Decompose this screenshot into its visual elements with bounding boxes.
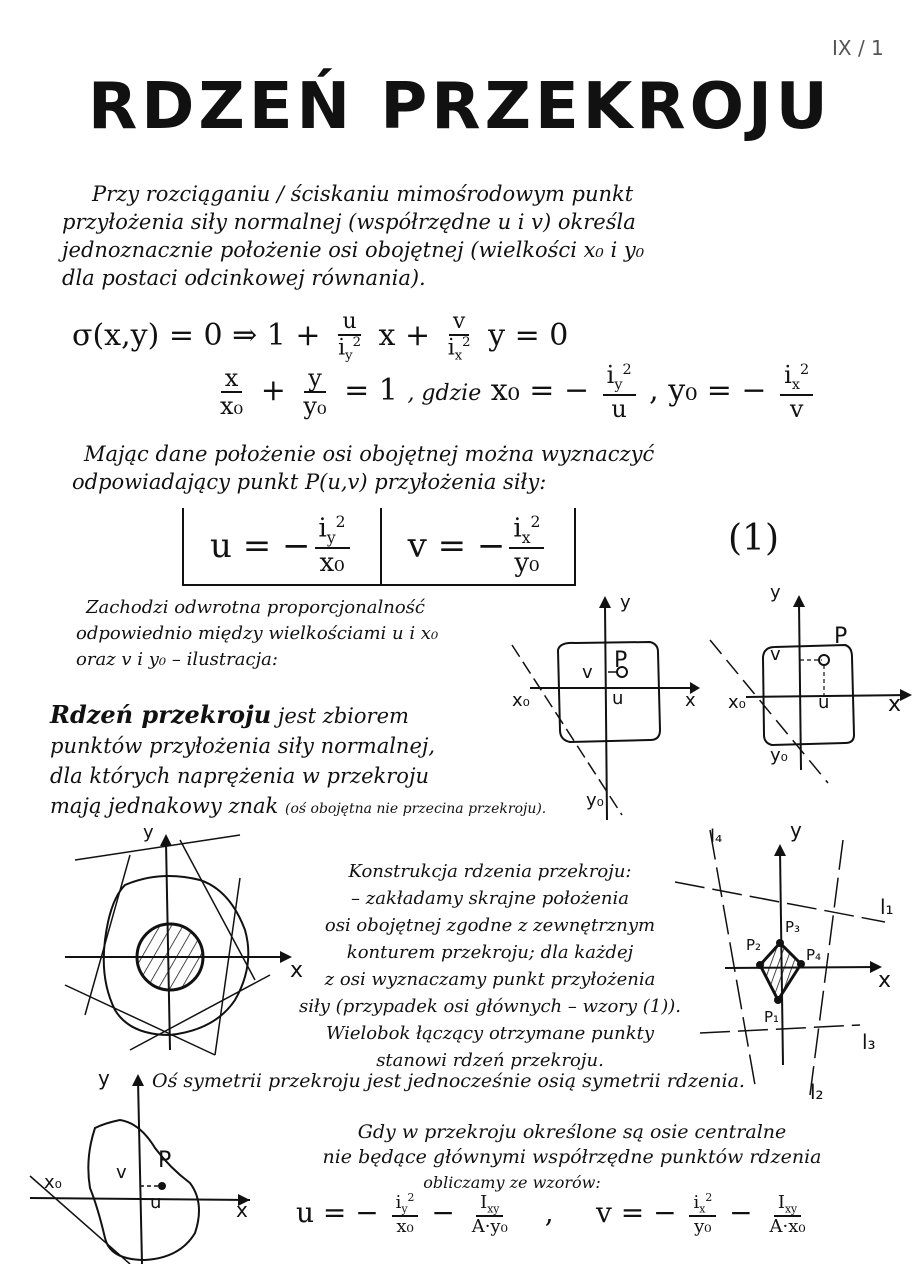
label-u: u (818, 692, 830, 713)
central-axes-formula-u: u = − $\frac{i_y^2}{\text{x₀}}$ − $\frac{I_{xy}}{\text{A·y₀}}$ , (296, 1191, 554, 1238)
line-label-l2: l₂ (810, 1080, 824, 1104)
label-x0: x₀ (44, 1172, 62, 1193)
line-label-l4: l₄ (710, 826, 723, 847)
boxed-formula-1 (182, 508, 576, 586)
equation-neutral-axis: σ(x,y) = 0 ⇒ 1 + $\frac{u}{i_y^2}$ x + $\frac{v}{i_x^2}$ y = 0 (72, 309, 569, 364)
intro-line: dla postaci odcinkowej równania). (62, 266, 426, 290)
symmetric-section-diagram (10, 1068, 260, 1264)
symmetry-statement: Oś symetrii przekroju jest jednocześnie osią symetrii rdzenia. (152, 1070, 745, 1092)
label-y0: y₀ (770, 745, 788, 766)
illustration-2-diagram (700, 585, 918, 795)
axis-label-y: y (98, 1066, 110, 1090)
text-line: punktów przyłożenia siły normalnej, (50, 734, 436, 758)
text-line: Zachodzi odwrotna proporcjonalność (86, 597, 425, 618)
equation-number-label: (1) (728, 518, 779, 559)
fraction: $\frac{v}{i_x^2}$ (447, 309, 471, 364)
formula-u: u = − $\frac{i_y^2}{\text{x₀}}$ (184, 508, 380, 584)
central-axes-paragraph (262, 1120, 882, 1195)
definition-term: Rdzeń przekroju (50, 700, 272, 729)
line-label-l1: l₁ (880, 895, 894, 919)
text-line: – zakładamy skrajne położenia (351, 888, 629, 909)
point-label-p1: P₁ (764, 1008, 780, 1026)
point-label-p: P (614, 648, 628, 673)
line-label-l3: l₃ (862, 1030, 876, 1054)
label-x0: x₀ (728, 692, 746, 713)
text-line: dla których naprężenia w przekroju (50, 764, 429, 788)
text-line: siły (przypadek osi głównych – wzory (1)). (298, 996, 682, 1017)
label-v: v (582, 662, 593, 683)
central-axes-formula-v: v = − $\frac{i_x^2}{\text{y₀}}$ − $\frac{I_{xy}}{\text{A·x₀}}$ (596, 1191, 806, 1238)
equation-intercept-form: $\frac{x}{\text{x₀}}$ + $\frac{y}{\text{y₀}}$ = 1 , gdzie x₀ = − $\frac{i_y^2}{u}$ , y₀ = − $\frac{i_x^2}{v}$ (212, 362, 817, 422)
page-number-mark: IX / 1 (832, 36, 884, 60)
text-line: Konstrukcja rdzenia przekroju: (348, 861, 632, 882)
axis-label-y: y (790, 818, 802, 842)
proportionality-paragraph (76, 595, 438, 673)
construction-paragraph (270, 858, 710, 1074)
definition-note: (oś obojętna nie przecina przekroju). (284, 801, 547, 817)
eq1-lhs: σ(x,y) = 0 ⇒ 1 + (72, 318, 321, 354)
label-v: v (770, 644, 781, 665)
axis-label-y: y (620, 592, 631, 613)
point-label-p2: P₂ (746, 936, 762, 954)
point-label-p: P (158, 1148, 172, 1173)
text-line: Mając dane położenie osi obojętnej można wyznaczyć (84, 442, 655, 466)
intro-paragraph (62, 180, 862, 292)
label-y0: y₀ (586, 790, 604, 811)
text-line: osi obojętnej zgodne z zewnętrznym (324, 915, 656, 936)
axis-label-x: x (685, 690, 696, 711)
point-label-p3: P₃ (785, 918, 801, 936)
label-x0: x₀ (512, 690, 530, 711)
label-v: v (116, 1162, 127, 1183)
text-line: odpowiednio między wielkościami u i x₀ (76, 623, 439, 644)
fraction: $\frac{u}{i_y^2}$ (338, 309, 361, 364)
axis-label-y: y (143, 822, 154, 843)
text-line: nie będące głównymi współrzędne punktów rdzenia (322, 1146, 822, 1168)
intro-line: Przy rozciąganiu / ściskaniu mimośrodowym punkt (92, 182, 634, 206)
axis-label-x: x (290, 958, 304, 983)
definition-paragraph: Rdzeń przekroju jest zbiorem punktów przyłożenia siły normalnej, dla których naprężenia w przekroju mają jednakowy znak (oś obojętna nie przecina przekroju). (50, 700, 570, 824)
text-line: z osi wyznaczamy punkt przyłożenia (324, 969, 656, 990)
text-line: Wielobok łączący otrzymane punkty (325, 1023, 655, 1044)
formula-v: v = − $\frac{i_x^2}{\text{y₀}}$ (380, 508, 575, 584)
core-construction-diagram (670, 810, 918, 1110)
text-line: stanowi rdzeń przekroju. (376, 1050, 604, 1071)
axis-label-x: x (878, 968, 892, 993)
intro-line: przyłożenia siły normalnej (współrzędne u i v) określa (62, 210, 636, 234)
page-title: RDZEŃ PRZEKROJU (88, 70, 832, 144)
axis-label-x: x (236, 1198, 248, 1222)
text-line: Gdy w przekroju określone są osie centralne (357, 1121, 787, 1143)
point-label-p: P (834, 624, 848, 649)
text-line: obliczamy ze wzorów: (423, 1173, 601, 1192)
axis-label-x: x (888, 692, 902, 717)
label-u: u (612, 688, 624, 709)
label-u: u (150, 1192, 162, 1213)
text-line: odpowiadający punkt P(u,v) przyłożenia siły: (72, 470, 547, 494)
intro-line: jednoznacznie położenie osi obojętnej (wielkości x₀ i y₀ (62, 238, 645, 262)
given-axis-paragraph (72, 440, 872, 496)
axis-label-y: y (770, 582, 781, 603)
text-line: oraz v i y₀ – ilustracja: (76, 649, 278, 670)
text-line: konturem przekroju; dla każdej (346, 942, 634, 963)
point-label-p4: P₄ (806, 946, 822, 964)
